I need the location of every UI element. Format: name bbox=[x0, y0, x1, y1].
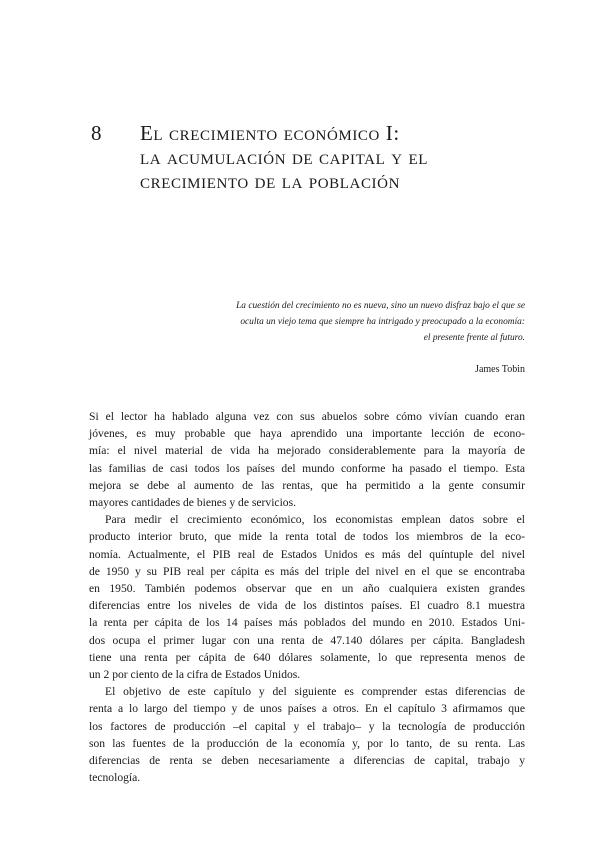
text-line: los factores de producción –el capital y el trabajo– y la tecnología de producción bbox=[89, 719, 525, 733]
text-line: de 1950 y su PIB real per cápita es más del triple del nivel en el que se encontraba bbox=[89, 564, 525, 578]
chapter-title bbox=[140, 121, 560, 193]
paragraph bbox=[89, 408, 525, 511]
text-line: en 1950. También podemos observar que en un año cualquiera existen grandes bbox=[89, 582, 525, 596]
text-line: renta a lo largo del tiempo y de unos países a otros. En el capítulo 3 afirmamos que bbox=[89, 702, 525, 716]
chapter-title-line: El crecimiento económico I: bbox=[140, 121, 400, 145]
text-line: producto interior bruto, que mide la renta total de todos los miembros de la eco- bbox=[89, 530, 525, 544]
text-line: la renta per cápita de los 14 países más poblados del mundo en 2010. Estados Uni- bbox=[89, 616, 525, 630]
text-line: son las fuentes de la producción de la economía y, por lo tanto, de su renta. Las bbox=[89, 736, 525, 750]
epigraph-quote bbox=[145, 298, 525, 346]
text-line: nomía. Actualmente, el PIB real de Estados Unidos es más del quíntuple del nivel bbox=[89, 547, 525, 561]
text-line: Para medir el crecimiento económico, los economistas emplean datos sobre el bbox=[105, 513, 525, 527]
epigraph-author: James Tobin bbox=[475, 364, 525, 375]
text-line: jóvenes, es muy probable que haya aprendido una importante lección de econo- bbox=[89, 427, 525, 441]
text-line: mayores cantidades de bienes y de servicios. bbox=[89, 496, 297, 510]
epigraph-line: el presente frente al futuro. bbox=[423, 333, 525, 343]
chapter-title-line: crecimiento de la población bbox=[140, 169, 401, 193]
text-line: dos ocupa el primer lugar con una renta de 47.140 dólares per cápita. Bangladesh bbox=[89, 633, 525, 647]
text-line: un 2 por ciento de la cifra de Estados Unidos. bbox=[89, 668, 301, 682]
body-text bbox=[89, 408, 525, 786]
text-line: diferencias entre los niveles de vida de los distintos países. El cuadro 8.1 muestra bbox=[89, 599, 525, 613]
epigraph-line: oculta un viejo tema que siempre ha intrigado y preocupado a la economía: bbox=[240, 317, 525, 327]
paragraph bbox=[89, 683, 525, 786]
chapter-number: 8 bbox=[91, 121, 102, 145]
text-line: tecnología. bbox=[89, 771, 141, 785]
text-line: mejora se debe al aumento de las rentas, que ha permitido a la gente consumir bbox=[89, 478, 525, 492]
text-line: Si el lector ha hablado alguna vez con sus abuelos sobre cómo vivían cuando eran bbox=[89, 410, 525, 423]
text-line: diferencias de renta se deben necesariamente a diferencias de capital, trabajo y bbox=[89, 754, 525, 768]
text-line: las familias de casi todos los países del mundo conforme ha pasado el tiempo. Esta bbox=[89, 461, 525, 475]
text-line: mía: el nivel material de vida ha mejorado considerablemente para la mayoría de bbox=[89, 444, 525, 458]
text-line: El objetivo de este capítulo y del siguiente es comprender estas diferencias de bbox=[105, 685, 525, 699]
paragraph bbox=[89, 511, 525, 683]
text-line: tiene una renta per cápita de 640 dólares solamente, lo que representa menos de bbox=[89, 650, 525, 664]
chapter-title-line: la acumulación de capital y el bbox=[140, 145, 429, 169]
epigraph-line: La cuestión del crecimiento no es nueva, sino un nuevo disfraz bajo el que se bbox=[236, 301, 525, 311]
